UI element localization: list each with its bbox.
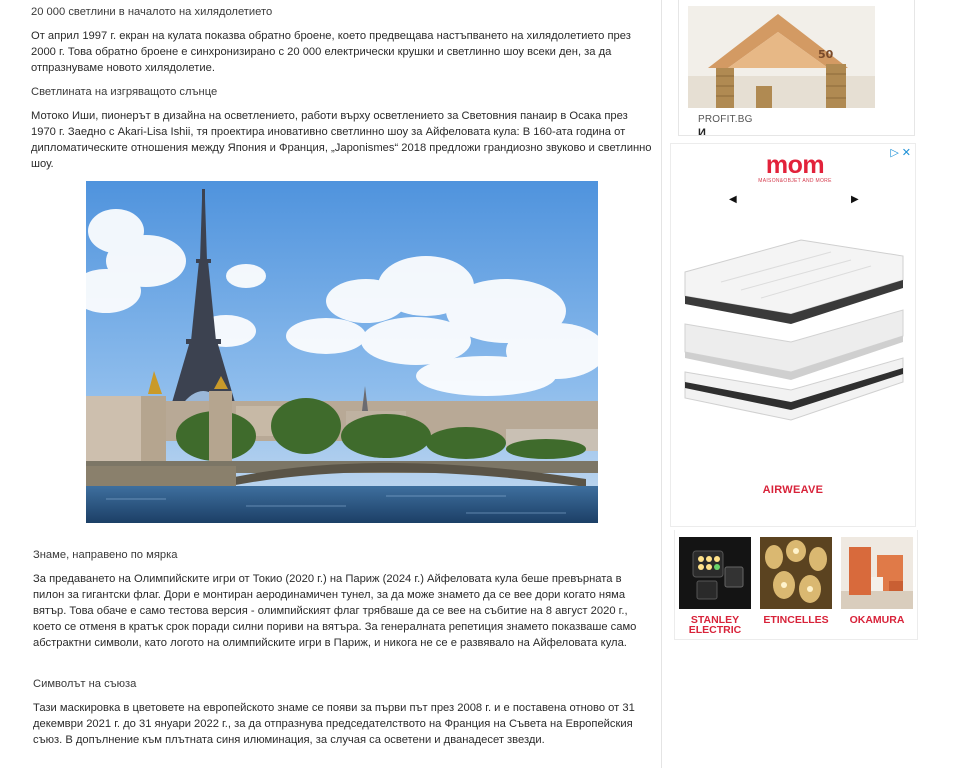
section-paragraph-2: Мотоко Иши, пионерът в дизайна на осветлението, работи върху осветлението за Световния панаир в Осака през 1970 г. Заедно с Akari-Lisa Ishii, тя проектира иновативно светлинно шоу за Айфеловата кула: В 160-ата година от дипломатическите отношения между Япония и Франция, „Japonismes“ 2018 предложи грандиозно звуково и светлинно шоу. [31,110,652,170]
ad-choices-icon[interactable]: ▷ [890,147,899,159]
related-article-source: PROFIT.BG [698,114,753,125]
brand-ads-row [674,530,918,640]
ad-logo-text: mom [765,151,825,179]
ad-choices[interactable] [890,147,911,159]
mattress-product-image[interactable] [681,232,907,432]
section-heading-2: Светлината на изгряващото слънце [31,86,218,98]
section-paragraph-3: За предаването на Олимпийските игри от Токио (2020 г.) на Париж (2024 г.) Айфеловата кула беше превърната в пилон за гигантски флаг. Дори е монтиран аеродинамичен тунел, за да може знамето да се вее дори когато няма вятър. Това обаче е само тестова версия - олимпийският флаг трябваше да се вее на събитие на 8 август 2020 г., което се отменя в кратък срок поради силни пориви на вятъра. За генералната репетиция знамето показваше само абстрактни символи, като логото на олимпийските игри в Париж, и никога не се е развявало на Айфеловата кула. [33,573,637,649]
brand-ad-image[interactable] [841,537,913,609]
brand-ad-etincelles[interactable] [760,537,832,625]
mom-advertisement[interactable] [670,143,916,527]
ad-logo-subtitle: MAISON&OBJET AND MORE [758,178,832,184]
brand-ad-okamura[interactable] [841,537,913,625]
section-heading-4: Символът на съюза [33,678,137,690]
ad-logo[interactable] [755,152,835,184]
carousel-prev-icon[interactable]: ◀ [729,194,737,205]
eiffel-tower-photo [86,181,598,523]
related-article-title[interactable]: И [698,127,706,135]
brand-ad-image[interactable] [760,537,832,609]
section-heading-1: 20 000 светлини в началото на хилядолетието [31,6,273,18]
section-paragraph-1: От април 1997 г. екран на кулата показва обратно броене, което предвещава настъпването на хилядолетието през 2000 г. Това обратно броене е синхронизирано с 20 000 електрически крушки и светлинно шоу всеки ден, за да отпразнуваме новото хилядолетие. [31,30,631,74]
section-paragraph-4: Тази маскировка в цветовете на европейското знаме се появи за първи път през 2008 г. и е поставена отново от 31 декември 2021 г. до 31 януари 2022 г., за да отпразнува председателството на Франция на Съвета на Европейския съюз. В допълнение към плътната синя илюминация, за случая са осветени и дванадесет звезди. [33,702,635,746]
brand-ad-label[interactable]: OKAMURA [849,614,905,626]
svg-text:50: 50 [818,48,834,61]
brand-ad-image[interactable] [679,537,751,609]
related-article-card[interactable] [678,0,915,136]
section-heading-3: Знаме, направено по мярка [33,549,178,561]
related-article-image[interactable] [688,6,875,108]
brand-ad-label[interactable]: ETINCELLES [763,614,829,626]
close-icon[interactable]: ✕ [901,147,911,159]
brand-ad-stanley-electric[interactable] [679,537,751,635]
brand-ad-label[interactable]: STANLEY ELECTRIC [688,614,742,636]
ad-brand-label[interactable]: AIRWEAVE [762,484,824,496]
carousel-next-icon[interactable]: ▶ [851,194,859,205]
